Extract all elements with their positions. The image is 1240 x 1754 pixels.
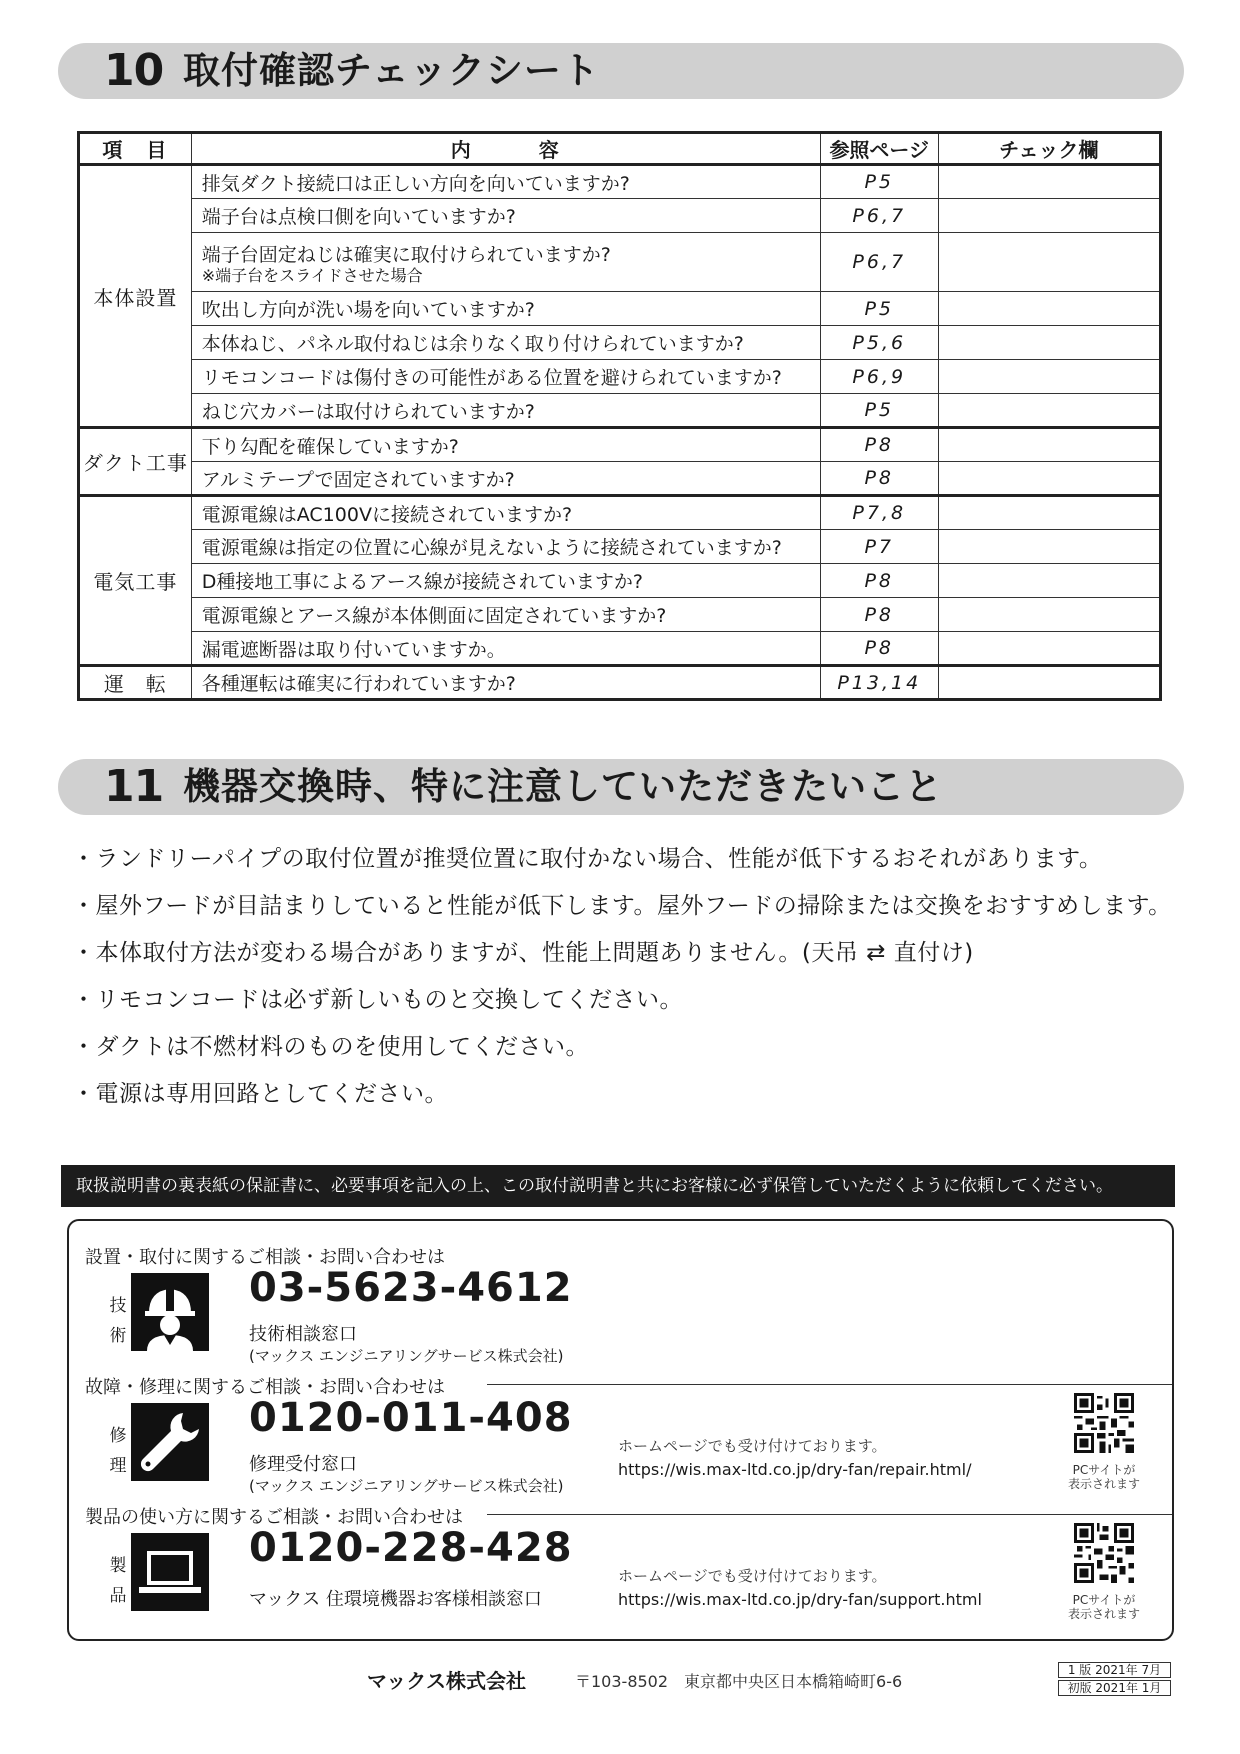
divider [487,1384,1172,1385]
table-row [79,360,1161,394]
check-item: D種接地工事によるアース線が接続されていますか? [191,564,820,598]
install-check-table [77,131,1162,701]
section-title: 機器交換時、特に注意していただきたいこと [183,765,943,808]
reference-page: P6,7 [820,233,938,292]
contact-repair [69,1373,1172,1503]
laptop-icon [131,1533,209,1611]
reference-page: P8 [820,598,938,632]
pc-site-note: PCサイトが 表示されます [1067,1593,1140,1621]
reference-page: P8 [820,564,938,598]
phone-number[interactable]: 0120-011-408 [249,1395,573,1441]
list-item: ・ 電源は専用回路としてください。 [72,1071,1172,1118]
homepage-note: ホームページでも受け付けております。 [618,1437,887,1455]
table-row [79,564,1161,598]
check-item: 本体ねじ、パネル取付ねじは余りなく取り付けられていますか? [191,326,820,360]
check-box-cell[interactable] [938,598,1160,632]
reference-page: P8 [820,632,938,666]
list-item: ・ 本体取付方法が変わる場合がありますが、性能上問題ありません。(天吊 ⇄ 直付け) [72,930,1172,977]
category-cell: 電気工事 [79,496,192,666]
notice-banner: 取扱説明書の裏表紙の保証書に、必要事項を記入の上、この取付説明書と共にお客様に必ず保管していただくように依頼してください。 [61,1165,1175,1207]
table-row [79,598,1161,632]
contact-heading: 故障・修理に関するご相談・お問い合わせは [85,1377,445,1398]
reference-page: P5 [820,292,938,326]
header-category: 項 目 [79,133,192,165]
table-row [79,292,1161,326]
reference-page: P5 [820,394,938,428]
check-box-cell[interactable] [938,360,1160,394]
check-item-note: ※端子台をスライドさせた場合 [201,265,423,285]
pc-site-note: PCサイトが 表示されます [1067,1463,1140,1491]
contact-technical [69,1243,1172,1373]
list-item: ・ 屋外フードが目詰まりしていると性能が低下します。屋外フードの掃除または交換をおすすめします。 [72,883,1172,930]
check-item: アルミテープで固定されていますか? [191,462,820,496]
category-cell: 運 転 [79,666,192,700]
edition-first: 初版 2021年 1月 [1058,1680,1171,1696]
company-address: 〒103-8502 東京都中央区日本橋箱崎町6-6 [575,1672,903,1691]
homepage-note: ホームページでも受け付けております。 [618,1567,887,1585]
check-box-cell[interactable] [938,165,1160,199]
header-check-column: チェック欄 [938,133,1160,165]
category-cell: ダクト工事 [79,428,192,496]
contact-box [67,1219,1174,1641]
header-reference-page: 参照ページ [820,133,938,165]
table-row [79,530,1161,564]
check-box-cell[interactable] [938,462,1160,496]
company-logo-text: マックス株式会社 [367,1669,526,1693]
check-item: 電源電線はAC100Vに接続されていますか? [191,496,820,530]
contact-product [69,1503,1172,1633]
check-item: 下り勾配を確保していますか? [191,428,820,462]
contact-type-label: 修 理 [109,1426,127,1476]
table-row [79,632,1161,666]
contact-type-label: 製 品 [109,1556,127,1606]
technician-helmet-icon [131,1273,209,1351]
reference-page: P5,6 [820,326,938,360]
reference-page: P7,8 [820,496,938,530]
check-item: 各種運転は確実に行われていますか? [191,666,820,700]
check-item: リモコンコードは傷付きの可能性がある位置を避けられていますか? [191,360,820,394]
homepage-link[interactable]: https://wis.max-ltd.co.jp/dry-fan/support.html [618,1590,982,1609]
reference-page: P6,7 [820,199,938,233]
list-item: ・ ランドリーパイプの取付位置が推奨位置に取付かない場合、性能が低下するおそれがあります。 [72,836,1172,883]
check-item: 吹出し方向が洗い場を向いていますか? [191,292,820,326]
list-item: ・ ダクトは不燃材料のものを使用してください。 [72,1024,1172,1071]
table-row [79,428,1161,462]
company-name: (マックス エンジニアリングサービス株式会社) [249,1347,564,1365]
homepage-link[interactable]: https://wis.max-ltd.co.jp/dry-fan/repair.html/ [618,1460,972,1479]
section-number: 11 [104,761,164,812]
table-row [79,199,1161,233]
table-row [79,666,1161,700]
check-box-cell[interactable] [938,326,1160,360]
company-name: (マックス エンジニアリングサービス株式会社) [249,1477,564,1495]
table-header-row [79,133,1161,165]
section-10-header [58,43,1184,99]
wrench-icon [131,1403,209,1481]
header-content: 内 容 [191,133,820,165]
table-row [79,326,1161,360]
contact-type-label: 技 術 [109,1296,127,1346]
desk-name: マックス 住環境機器お客様相談窓口 [249,1589,542,1610]
check-box-cell[interactable] [938,199,1160,233]
check-item: 排気ダクト接続口は正しい方向を向いていますか? [191,165,820,199]
reference-page: P5 [820,165,938,199]
check-box-cell[interactable] [938,496,1160,530]
desk-name: 技術相談窓口 [249,1324,357,1345]
reference-page: P8 [820,462,938,496]
reference-page: P7 [820,530,938,564]
check-item [191,233,820,292]
reference-page: P6,9 [820,360,938,394]
phone-number[interactable]: 0120-228-428 [249,1525,573,1571]
desk-name: 修理受付窓口 [249,1454,357,1475]
check-box-cell[interactable] [938,564,1160,598]
contact-heading: 設置・取付に関するご相談・お問い合わせは [85,1247,445,1268]
check-box-cell[interactable] [938,530,1160,564]
check-box-cell[interactable] [938,632,1160,666]
table-row [79,165,1161,199]
caution-list [72,836,1172,1118]
table-row [79,394,1161,428]
section-number: 10 [104,45,164,96]
contact-heading: 製品の使い方に関するご相談・お問い合わせは [85,1507,463,1528]
table-row [79,233,1161,292]
phone-number[interactable]: 03-5623-4612 [249,1265,573,1311]
check-item-text: 端子台固定ねじは確実に取付けられていますか? [201,243,611,266]
check-box-cell[interactable] [938,394,1160,428]
section-title: 取付確認チェックシート [183,49,600,92]
check-box-cell[interactable] [938,666,1160,700]
section-11-header [58,759,1184,815]
table-row [79,496,1161,530]
check-item: ねじ穴カバーは取付けられていますか? [191,394,820,428]
qr-code-icon[interactable] [1074,1393,1134,1453]
check-box-cell[interactable] [938,428,1160,462]
check-box-cell[interactable] [938,292,1160,326]
check-item: 電源電線とアース線が本体側面に固定されていますか? [191,598,820,632]
category-cell: 本体設置 [79,165,192,428]
check-item: 漏電遮断器は取り付いていますか。 [191,632,820,666]
check-box-cell[interactable] [938,233,1160,292]
divider [487,1514,1172,1515]
qr-code-icon[interactable] [1074,1523,1134,1583]
check-item: 端子台は点検口側を向いていますか? [191,199,820,233]
edition-current: 1 版 2021年 7月 [1058,1662,1171,1678]
reference-page: P13,14 [820,666,938,700]
table-row [79,462,1161,496]
reference-page: P8 [820,428,938,462]
list-item: ・ リモコンコードは必ず新しいものと交換してください。 [72,977,1172,1024]
check-item: 電源電線は指定の位置に心線が見えないように接続されていますか? [191,530,820,564]
